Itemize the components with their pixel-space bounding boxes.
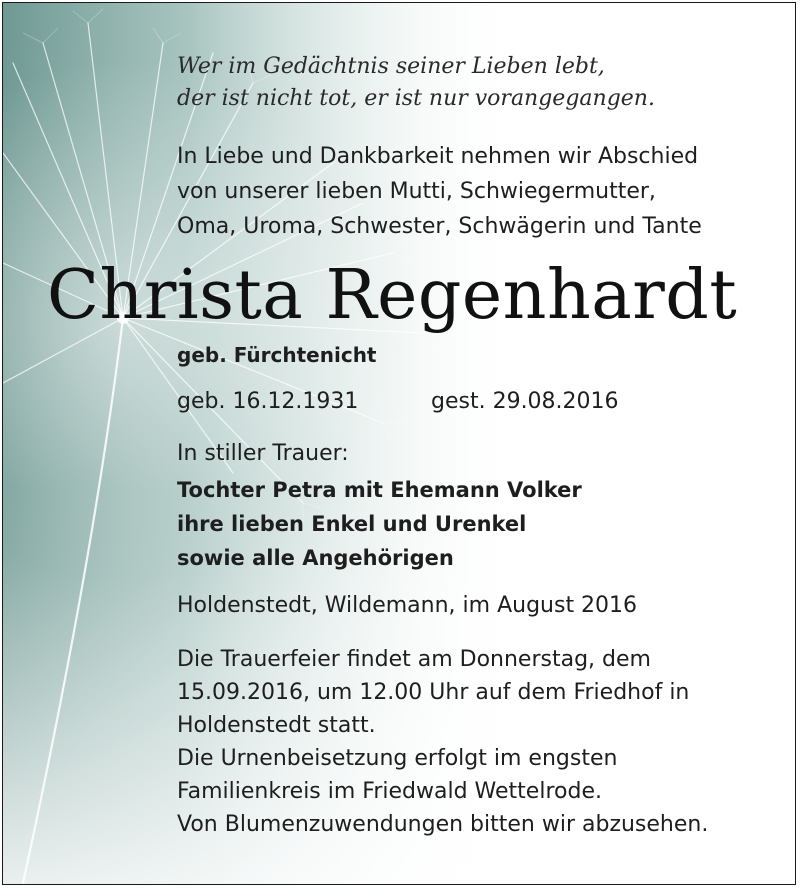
detail-line: Von Blumenzuwendungen bitten wir abzusehen. <box>177 812 709 837</box>
mourner-entry: sowie alle Angehörigen <box>177 546 454 570</box>
death-date: gest. 29.08.2016 <box>431 389 619 414</box>
intro-line: In Liebe und Dankbarkeit nehmen wir Abschied <box>177 144 699 169</box>
life-dates <box>177 389 619 414</box>
detail-line: 15.09.2016, um 12.00 Uhr auf dem Friedhof in <box>177 680 690 705</box>
obituary-card <box>2 2 796 885</box>
intro-line: von unserer lieben Mutti, Schwiegermutter, <box>177 179 656 204</box>
detail-line: Die Trauerfeier findet am Donnerstag, dem <box>177 647 651 672</box>
quote-line: Wer im Gedächtnis seiner Lieben lebt, <box>177 54 605 79</box>
place-and-date: Holdenstedt, Wildemann, im August 2016 <box>177 593 638 618</box>
maiden-name: geb. Fürchtenicht <box>177 343 377 367</box>
mourner-entry: Tochter Petra mit Ehemann Volker <box>177 478 582 502</box>
detail-line: Holdenstedt statt. <box>177 713 376 738</box>
mourners-list <box>177 473 582 575</box>
quote-line: der ist nicht tot, er ist nur vorangegangen. <box>177 86 655 111</box>
mourning-label: In stiller Trauer: <box>177 441 349 466</box>
funeral-details <box>177 643 708 841</box>
birth-date: geb. 16.12.1931 <box>177 389 359 414</box>
farewell-intro <box>177 139 702 244</box>
deceased-name: Christa Regenhardt <box>47 256 738 335</box>
memorial-quote <box>177 51 655 115</box>
intro-line: Oma, Uroma, Schwester, Schwägerin und Tante <box>177 214 702 239</box>
detail-line: Die Urnenbeisetzung erfolgt im engsten <box>177 746 618 771</box>
detail-line: Familienkreis im Friedwald Wettelrode. <box>177 779 602 804</box>
mourner-entry: ihre lieben Enkel und Urenkel <box>177 512 527 536</box>
